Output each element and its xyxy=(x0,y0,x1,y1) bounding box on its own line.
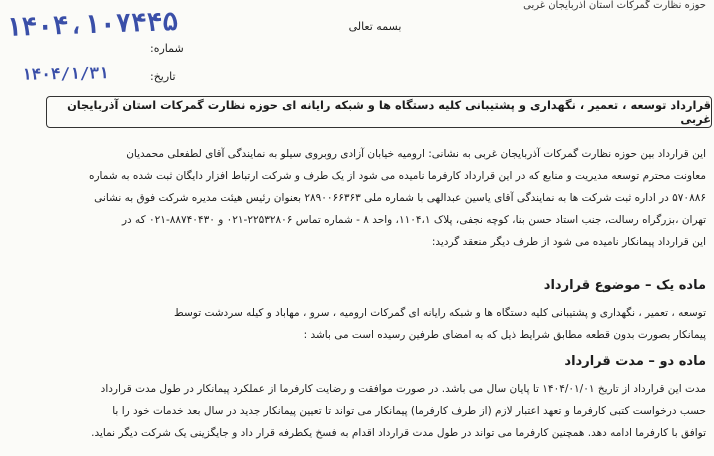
date-label: تاریخ: xyxy=(150,70,176,83)
contract-title: قرارداد توسعه ، تعمیر ، نگهداری و پشتیبانی کلیه دستگاه ها و شبکه رایانه ای حوزه نظارت گمرکات استان آذربایجان غربی xyxy=(46,96,712,128)
section2-line: حسب درخواست کتبی کارفرما و تعهد اعتبار لازم (از طرف کارفرما) پیمانکار می تواند تا تعیین پیمانکار جدید در سال بعد خدمات خود را با xyxy=(112,405,706,417)
section1-line: توسعه ، تعمیر ، نگهداری و پشتیبانی کلیه دستگاه ها و شبکه رایانه ای گمرکات ارومیه ، سرو ، مهاباد و کیله سردشت توسط xyxy=(174,307,706,319)
section2-heading: ماده دو – مدت قرارداد xyxy=(564,354,706,369)
intro-line: تهران ،بزرگراه رسالت، جنب استاد حسن بنا، کوچه نجفی، پلاک ۱۱۰۴،۱، واحد ۸ - شماره تماس ۲۲۵۳۲۸۰۶-۰۲۱ و ۸۸۷۴۰۴۳۰-۰۲۱ که در xyxy=(121,214,706,226)
number-label: شماره: xyxy=(150,42,184,55)
intro-line: ۵۷۰۸۸۶ در اداره ثبت شرکت ها به نمایندگی آقای یاسین عبدالهی با شماره ملی ۲۸۹۰۰۶۶۳۶۳ بعنوان رئیس هیئت مدیره شرکت فوق به نشانی xyxy=(94,192,706,204)
intro-line: معاونت محترم توسعه مدیریت و منابع که در این قرارداد کارفرما نامیده می شود از یک طرف و شرکت ارتباط افزار دایگان ثبت شده به شماره xyxy=(88,170,706,182)
handwritten-date: ۱۴۰۴/۱/۳۱ xyxy=(21,63,109,84)
section2-paragraph xyxy=(38,378,706,444)
section2-line: توافق با کارفرما ادامه دهد. همچنین کارفرما می تواند در طول مدت قرارداد اقدام به فسخ یکطرفه قرار داد و جایگزینی یک شرکت دیگر نماید. xyxy=(91,427,706,439)
section2-line: مدت این قرارداد از تاریخ ۱۴۰۴/۰۱/۰۱ تا پایان سال می باشد. در صورت موافقت و رضایت کارفرما از عملکرد پیمانکار در طول مدت قرارداد xyxy=(100,383,706,395)
header-organization: حوزه نظارت گمرکات استان آذربایجان غربی xyxy=(523,0,706,11)
section1-line: پیمانکار بصورت بدون قطعه مطابق شرایط ذیل که به امضای طرفین رسیده است می باشد : xyxy=(303,329,706,341)
handwritten-number: ۱۴۰۴،۱۰۷۴۴۵ xyxy=(5,7,179,43)
section1-heading: ماده یک – موضوع قرارداد xyxy=(543,278,706,293)
intro-paragraph xyxy=(38,143,706,253)
section1-paragraph xyxy=(38,302,706,346)
intro-line: این قرارداد پیمانکار نامیده می شود از طرف دیگر منعقد گردید: xyxy=(431,236,706,248)
intro-line: این قرارداد بین حوزه نظارت گمرکات آذربایجان غربی به نشانی: ارومیه خیابان آزادی روبروی سیلو به نمایندگی آقای لطفعلی محمدیان xyxy=(126,148,706,160)
basmala: بسمه تعالی xyxy=(348,20,402,33)
